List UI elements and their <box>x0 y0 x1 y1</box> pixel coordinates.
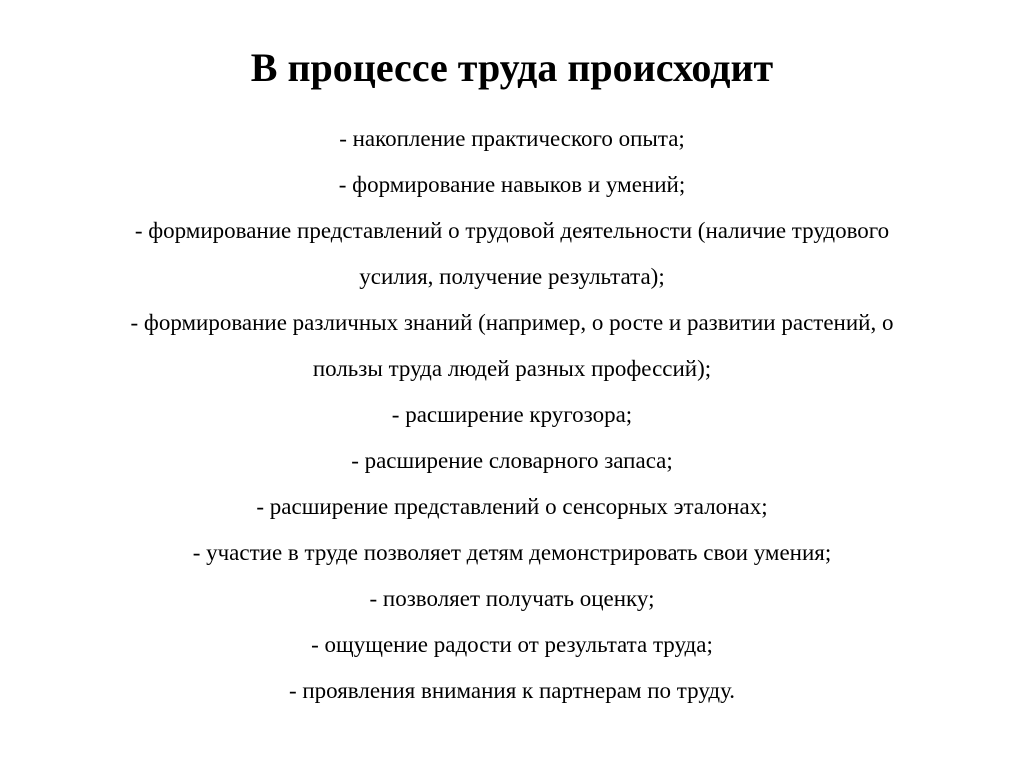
slide-title: В процессе труда происходит <box>250 45 774 90</box>
list-item: - формирование представлений о трудовой деятельности (наличие трудового <box>134 218 890 243</box>
list-item: - расширение словарного запаса; <box>351 448 673 473</box>
list-item: - ощущение радости от результата труда; <box>311 632 713 657</box>
list-item: - проявления внимания к партнерам по труду. <box>288 678 736 703</box>
list-item: пользы труда людей разных профессий); <box>312 356 712 381</box>
list-item: - участие в труде позволяет детям демонстрировать свои умения; <box>192 540 832 565</box>
list-item: усилия, получение результата); <box>359 264 665 289</box>
list-item: - формирование различных знаний (например, о росте и развитии растений, о <box>130 310 894 335</box>
list-item: - расширение представлений о сенсорных эталонах; <box>256 494 768 519</box>
list-item: - позволяет получать оценку; <box>369 586 655 611</box>
list-item: - формирование навыков и умений; <box>338 172 686 197</box>
bullet-list <box>60 116 964 714</box>
list-item: - накопление практического опыта; <box>339 126 685 151</box>
list-item: - расширение кругозора; <box>391 402 633 427</box>
